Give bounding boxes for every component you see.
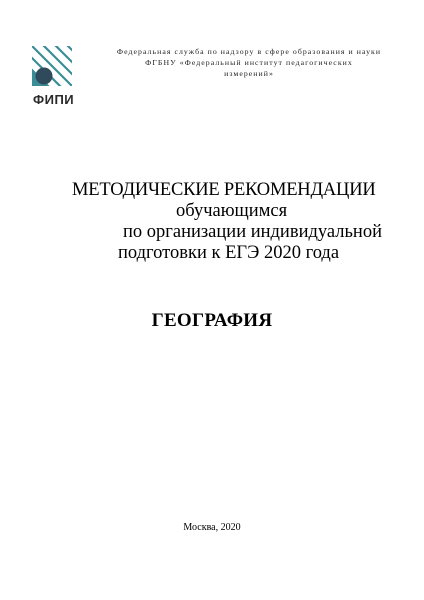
agency-line-2: ФГБНУ «Федеральный институт педагогических xyxy=(145,58,353,67)
logo-text: ФИПИ xyxy=(33,92,75,107)
title-line-3: по организации индивидуальной xyxy=(123,222,382,242)
title-line-2: обучающимся xyxy=(176,201,288,221)
agency-line-1: Федеральная служба по надзору в сфере образования и науки xyxy=(116,47,382,56)
title-line-4: подготовки к ЕГЭ 2020 года xyxy=(118,243,340,263)
document-title xyxy=(0,180,424,264)
subject-heading: ГЕОГРАФИЯ xyxy=(151,310,273,331)
fipi-logo-emblem-icon xyxy=(30,44,78,90)
agency-line-3: измерений» xyxy=(224,69,274,78)
title-line-1: МЕТОДИЧЕСКИЕ РЕКОМЕНДАЦИИ xyxy=(72,180,376,200)
agency-header xyxy=(84,46,414,79)
place-year: Москва, 2020 xyxy=(183,522,241,533)
